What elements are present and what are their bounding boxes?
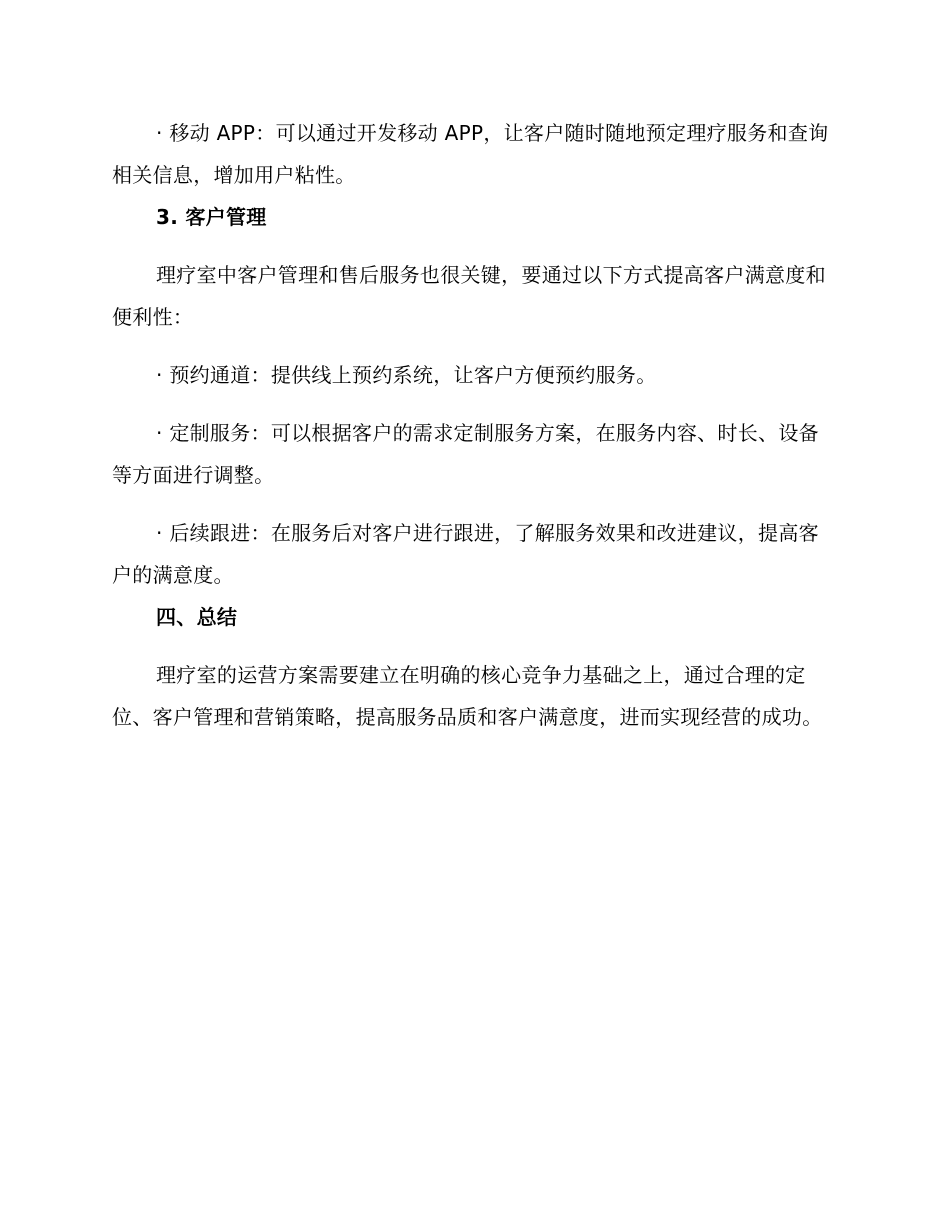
section-heading-customer-management: 3. 客户管理 — [156, 205, 267, 229]
paragraph-mobile-app: · 移动 APP：可以通过开发移动 APP，让客户随时随地预定理疗服务和查询相关信息，增加用户粘性。 — [112, 121, 829, 187]
paragraph-custom-service: · 定制服务：可以根据客户的需求定制服务方案，在服务内容、时长、设备等方面进行调整。 — [112, 421, 819, 487]
paragraph-summary: 理疗室的运营方案需要建立在明确的核心竞争力基础之上，通过合理的定位、客户管理和营销策略，提高服务品质和客户满意度，进而实现经营的成功。 — [112, 663, 823, 729]
section-heading-summary: 四、总结 — [156, 605, 238, 629]
paragraph-follow-up: · 后续跟进：在服务后对客户进行跟进，了解服务效果和改进建议，提高客户的满意度。 — [112, 521, 819, 587]
paragraph-booking-channel: · 预约通道：提供线上预约系统，让客户方便预约服务。 — [156, 363, 657, 387]
document-page — [112, 112, 832, 738]
paragraph-customer-management-intro: 理疗室中客户管理和售后服务也很关键，要通过以下方式提高客户满意度和便利性： — [112, 263, 826, 329]
